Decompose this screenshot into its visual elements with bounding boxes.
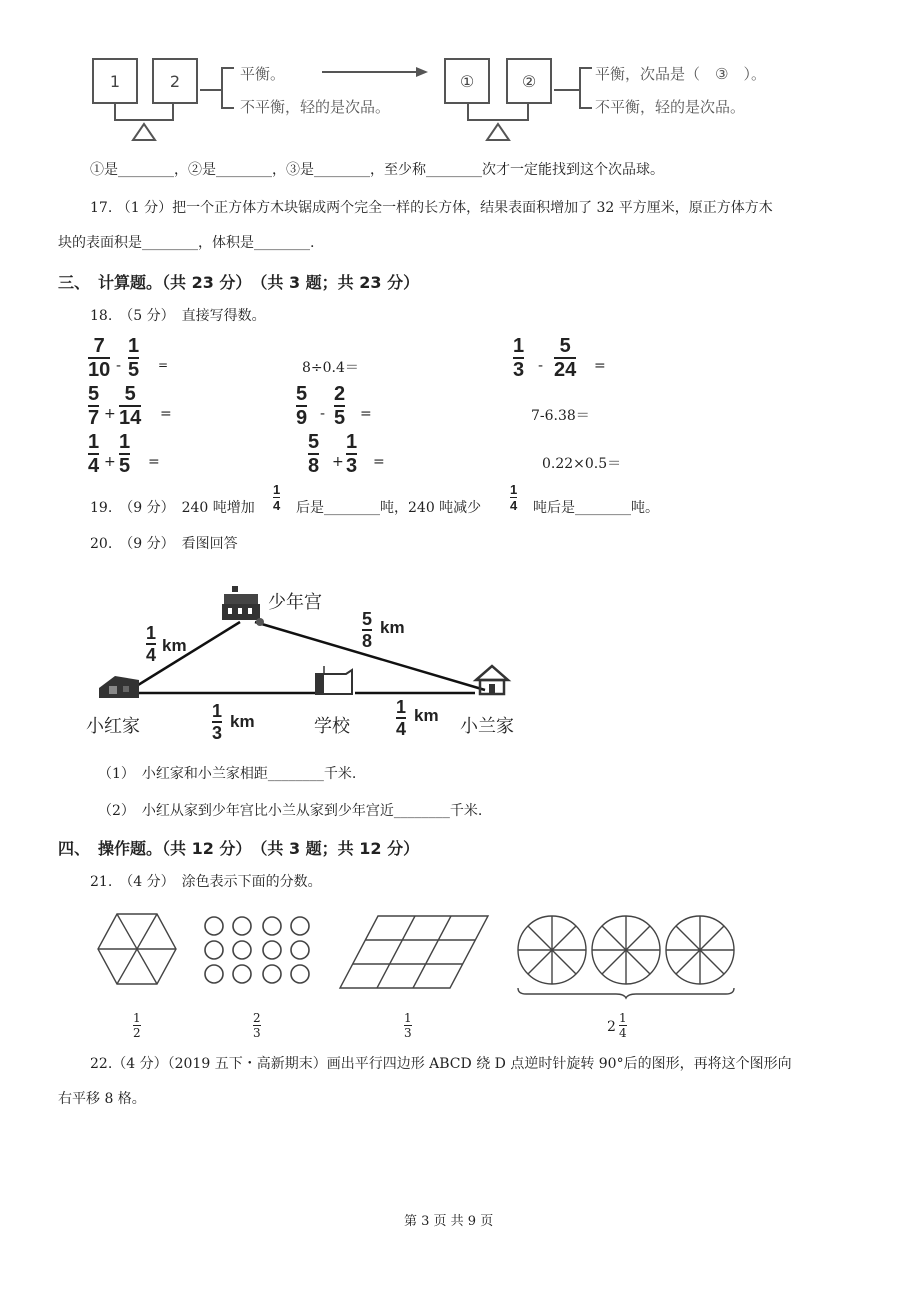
q22-line2: 右平移 8 格。 xyxy=(58,1091,146,1107)
label-xiaolan: 小兰家 xyxy=(460,716,514,737)
outcome-unbalanced: 不平衡，轻的是次品。 xyxy=(240,98,391,116)
circles-figure xyxy=(200,912,320,990)
q20-sub1: （1） 小红家和小兰家相距________千米. xyxy=(98,766,357,782)
section-title: 三、 计算题。（共 23 分） （共 3 题；共 23 分） xyxy=(58,273,420,292)
ball-group-box-1: 1 xyxy=(92,58,138,104)
label-xiaohong: 小红家 xyxy=(86,716,140,737)
q20-sub2: （2） 小红从家到少年宫比小兰从家到少年宫近________千米. xyxy=(98,803,483,819)
arrow-icon xyxy=(320,64,430,80)
q21-stem: 21. （4 分） 涂色表示下面的分数。 xyxy=(90,874,322,890)
outcome-balanced: 平衡，次品是（ ③ ）。 xyxy=(595,65,766,83)
parallelogram-figure xyxy=(338,912,492,992)
q17-line1: 17. （1 分）把一个正方体方木块锯成两个完全一样的长方体，结果表面积增加了 32 平方厘米，原正方体方木 xyxy=(90,200,773,216)
palace-icon xyxy=(218,584,266,628)
bracket-right xyxy=(552,60,596,116)
q17-line2: 块的表面积是________，体积是________. xyxy=(58,235,315,251)
q18-stem: 18. （5 分） 直接写得数。 xyxy=(90,308,266,324)
expr-r2c3: 7-6.38＝ xyxy=(531,408,590,424)
ball-group-box-a: ① xyxy=(444,58,490,104)
pie-circles-figure xyxy=(512,912,748,1000)
page-footer: 第 3 页 共 9 页 xyxy=(404,1214,494,1229)
outcome-unbalanced: 不平衡，轻的是次品。 xyxy=(595,98,746,116)
expr-r3c3: 0.22×0.5＝ xyxy=(542,456,622,472)
section-title: 四、 操作题。（共 12 分） （共 3 题；共 12 分） xyxy=(58,839,420,858)
label-palace: 少年宫 xyxy=(268,592,322,613)
house-icon xyxy=(95,672,143,702)
q20-stem: 20. （9 分） 看图回答 xyxy=(90,536,238,552)
ball-group-box-2: 2 xyxy=(152,58,198,104)
bracket-left xyxy=(198,60,238,116)
outcome-balanced: 平衡。 xyxy=(240,65,286,83)
expr-r1c2: 8÷0.4＝ xyxy=(302,360,359,376)
hexagon-figure xyxy=(96,912,178,988)
school-icon xyxy=(310,664,358,700)
q16-answer-line: ①是________，②是________，③是________，至少称________次才一定能找到这个次品球。 xyxy=(90,162,664,178)
balance-scale-icon xyxy=(85,100,205,146)
balance-scale-icon xyxy=(438,100,558,146)
q22-line1: 22.（4 分）（2019 五下・高新期末）画出平行四边形 ABCD 绕 D 点逆时针旋转 90°后的图形，再将这个图形向 xyxy=(90,1056,792,1072)
house-icon xyxy=(472,664,512,698)
label-school: 学校 xyxy=(314,716,350,737)
ball-group-box-b: ② xyxy=(506,58,552,104)
